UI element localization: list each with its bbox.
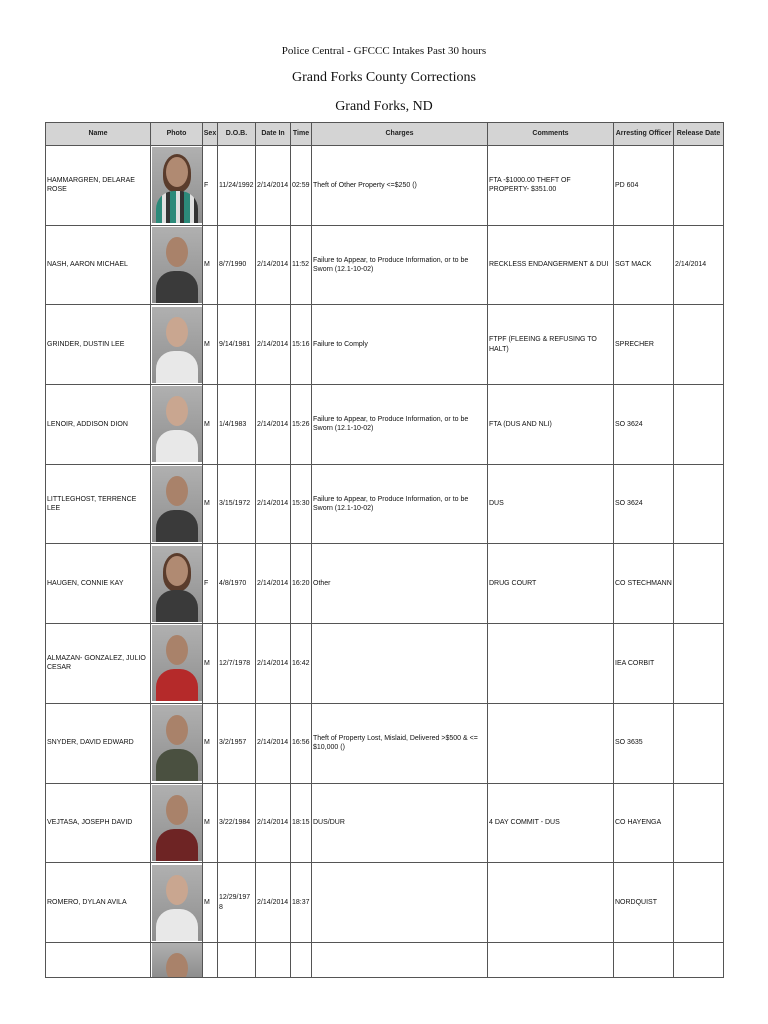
mugshot-photo xyxy=(152,705,202,781)
sex: F xyxy=(203,146,218,226)
photo-cell xyxy=(151,863,203,943)
table-row xyxy=(46,624,724,704)
sex: M xyxy=(203,783,218,863)
charges xyxy=(312,863,488,943)
mugshot-photo xyxy=(152,386,202,462)
mugshot-photo xyxy=(152,785,202,861)
release-date: 2/14/2014 xyxy=(674,225,724,305)
sex: M xyxy=(203,464,218,544)
sex: M xyxy=(203,305,218,385)
dob: 3/2/1957 xyxy=(218,703,256,783)
time: 16:20 xyxy=(291,544,312,624)
dob: 12/7/1978 xyxy=(218,624,256,704)
release-date xyxy=(674,703,724,783)
mugshot-photo xyxy=(152,307,202,383)
charges: Failure to Appear, to Produce Information, or to be Sworn (12.1-10-02) xyxy=(312,385,488,465)
photo-cell xyxy=(151,464,203,544)
mugshot-photo xyxy=(152,865,202,941)
photo-cell xyxy=(151,385,203,465)
comments xyxy=(488,703,614,783)
date-in: 2/14/2014 xyxy=(256,146,291,226)
col-header-time: Time xyxy=(291,123,312,146)
mugshot-photo xyxy=(152,466,202,542)
inmate-name: HAMMARGREN, DELARAE ROSE xyxy=(46,146,151,226)
charges: Failure to Comply xyxy=(312,305,488,385)
arresting-officer xyxy=(614,942,674,977)
date-in: 2/14/2014 xyxy=(256,703,291,783)
table-row xyxy=(46,305,724,385)
arresting-officer: SPRECHER xyxy=(614,305,674,385)
table-row xyxy=(46,544,724,624)
table-row xyxy=(46,225,724,305)
date-in: 2/14/2014 xyxy=(256,464,291,544)
date-in: 2/14/2014 xyxy=(256,544,291,624)
release-date xyxy=(674,305,724,385)
release-date xyxy=(674,146,724,226)
comments xyxy=(488,863,614,943)
col-header-officer: Arresting Officer xyxy=(614,123,674,146)
inmate-name: LITTLEGHOST, TERRENCE LEE xyxy=(46,464,151,544)
time: 11:52 xyxy=(291,225,312,305)
col-header-charges: Charges xyxy=(312,123,488,146)
release-date xyxy=(674,783,724,863)
report-source: Police Central - GFCCC Intakes Past 30 hours xyxy=(281,45,487,57)
sex: M xyxy=(203,225,218,305)
photo-cell xyxy=(151,624,203,704)
mugshot-photo xyxy=(152,227,202,303)
dob: 11/24/1992 xyxy=(218,146,256,226)
release-date xyxy=(674,464,724,544)
inmate-name: HAUGEN, CONNIE KAY xyxy=(46,544,151,624)
table-header-row xyxy=(46,123,724,146)
time: 18:37 xyxy=(291,863,312,943)
arresting-officer: SO 3624 xyxy=(614,385,674,465)
sex: F xyxy=(203,544,218,624)
inmate-name: LENOIR, ADDISON DION xyxy=(46,385,151,465)
release-date xyxy=(674,385,724,465)
comments: FTPF (FLEEING & REFUSING TO HALT) xyxy=(488,305,614,385)
col-header-photo: Photo xyxy=(151,123,203,146)
table-row-partial xyxy=(46,942,724,977)
charges: Failure to Appear, to Produce Information, or to be Sworn (12.1-10-02) xyxy=(312,225,488,305)
comments: FTA -$1000.00 THEFT OF PROPERTY- $351.00 xyxy=(488,146,614,226)
charges: Failure to Appear, to Produce Information, or to be Sworn (12.1-10-02) xyxy=(312,464,488,544)
col-header-comments: Comments xyxy=(488,123,614,146)
photo-cell xyxy=(151,305,203,385)
comments xyxy=(488,624,614,704)
time: 16:56 xyxy=(291,703,312,783)
comments: RECKLESS ENDANGERMENT & DUI xyxy=(488,225,614,305)
dob: 8/7/1990 xyxy=(218,225,256,305)
arresting-officer: PD 604 xyxy=(614,146,674,226)
intake-table xyxy=(45,122,724,978)
inmate-name: SNYDER, DAVID EDWARD xyxy=(46,703,151,783)
inmate-name: ROMERO, DYLAN AVILA xyxy=(46,863,151,943)
inmate-name: ALMAZAN- GONZALEZ, JULIO CESAR xyxy=(46,624,151,704)
dob: 9/14/1981 xyxy=(218,305,256,385)
table-row xyxy=(46,783,724,863)
table-row xyxy=(46,146,724,226)
time: 15:26 xyxy=(291,385,312,465)
date-in xyxy=(256,942,291,977)
dob: 1/4/1983 xyxy=(218,385,256,465)
photo-cell xyxy=(151,225,203,305)
arresting-officer: SO 3635 xyxy=(614,703,674,783)
dob xyxy=(218,942,256,977)
time: 15:30 xyxy=(291,464,312,544)
col-header-date-in: Date In xyxy=(256,123,291,146)
inmate-name: GRINDER, DUSTIN LEE xyxy=(46,305,151,385)
date-in: 2/14/2014 xyxy=(256,225,291,305)
date-in: 2/14/2014 xyxy=(256,624,291,704)
charges: Other xyxy=(312,544,488,624)
col-header-name: Name xyxy=(46,123,151,146)
time: 15:16 xyxy=(291,305,312,385)
inmate-name: VEJTASA, JOSEPH DAVID xyxy=(46,783,151,863)
arresting-officer: CO STECHMANN xyxy=(614,544,674,624)
col-header-dob: D.O.B. xyxy=(218,123,256,146)
arresting-officer: CO HAYENGA xyxy=(614,783,674,863)
table-row xyxy=(46,703,724,783)
mugshot-photo xyxy=(152,625,202,701)
charges: DUS/DUR xyxy=(312,783,488,863)
comments: 4 DAY COMMIT - DUS xyxy=(488,783,614,863)
comments xyxy=(488,942,614,977)
report-title: Grand Forks County Corrections xyxy=(292,70,476,85)
charges: Theft of Property Lost, Mislaid, Delivered >$500 & <= $10,000 () xyxy=(312,703,488,783)
time: 02:59 xyxy=(291,146,312,226)
mugshot-photo xyxy=(152,546,202,622)
mugshot-photo xyxy=(152,147,202,223)
release-date xyxy=(674,863,724,943)
charges xyxy=(312,624,488,704)
comments: DUS xyxy=(488,464,614,544)
table-row xyxy=(46,464,724,544)
comments: DRUG COURT xyxy=(488,544,614,624)
col-header-sex: Sex xyxy=(203,123,218,146)
arresting-officer: IEA CORBIT xyxy=(614,624,674,704)
time: 16:42 xyxy=(291,624,312,704)
charges: Theft of Other Property <=$250 () xyxy=(312,146,488,226)
dob: 4/8/1970 xyxy=(218,544,256,624)
release-date xyxy=(674,942,724,977)
dob: 12/29/1978 xyxy=(218,863,256,943)
charges xyxy=(312,942,488,977)
col-header-release: Release Date xyxy=(674,123,724,146)
photo-cell xyxy=(151,942,203,977)
inmate-name xyxy=(46,942,151,977)
date-in: 2/14/2014 xyxy=(256,783,291,863)
photo-cell xyxy=(151,544,203,624)
date-in: 2/14/2014 xyxy=(256,305,291,385)
inmate-name: NASH, AARON MICHAEL xyxy=(46,225,151,305)
report-location: Grand Forks, ND xyxy=(335,99,433,114)
table-row xyxy=(46,863,724,943)
sex: M xyxy=(203,703,218,783)
arresting-officer: NORDQUIST xyxy=(614,863,674,943)
date-in: 2/14/2014 xyxy=(256,863,291,943)
sex xyxy=(203,942,218,977)
release-date xyxy=(674,544,724,624)
table-row xyxy=(46,385,724,465)
date-in: 2/14/2014 xyxy=(256,385,291,465)
sex: M xyxy=(203,863,218,943)
dob: 3/22/1984 xyxy=(218,783,256,863)
time: 18:15 xyxy=(291,783,312,863)
arresting-officer: SGT MACK xyxy=(614,225,674,305)
photo-cell xyxy=(151,783,203,863)
mugshot-photo xyxy=(152,943,202,977)
comments: FTA (DUS AND NLI) xyxy=(488,385,614,465)
photo-cell xyxy=(151,703,203,783)
arresting-officer: SO 3624 xyxy=(614,464,674,544)
sex: M xyxy=(203,624,218,704)
photo-cell xyxy=(151,146,203,226)
sex: M xyxy=(203,385,218,465)
dob: 3/15/1972 xyxy=(218,464,256,544)
release-date xyxy=(674,624,724,704)
time xyxy=(291,942,312,977)
